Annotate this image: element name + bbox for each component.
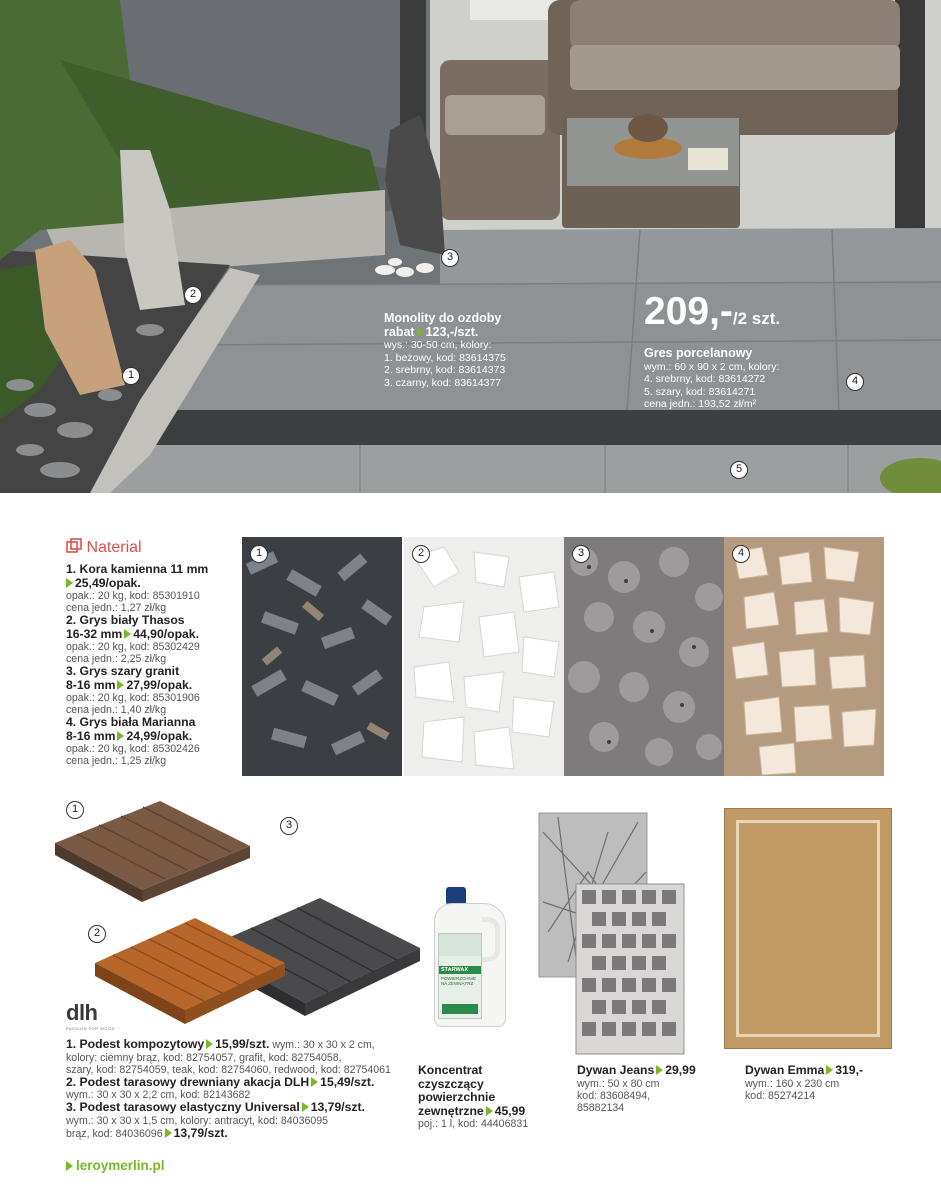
hero-marker-2: 2	[184, 286, 202, 304]
price-arrow-icon	[417, 327, 424, 337]
material-item-detail: opak.: 20 kg, kod: 85301910	[66, 590, 200, 602]
terrace-scene	[0, 0, 941, 493]
material-item-detail: cena jedn.: 1,40 zł/kg	[66, 704, 167, 716]
material-item-name: 3. Grys szary granit	[66, 664, 180, 678]
monolity-detail: 1. beżowy, kod: 83614375	[384, 351, 506, 364]
tile-marker-1: 1	[250, 545, 268, 563]
deck2-price: 15,49/szt.	[320, 1074, 375, 1089]
deck1-name: 1. Podest kompozytowy	[66, 1037, 205, 1051]
material-item-detail: opak.: 20 kg, kod: 85302429	[66, 641, 200, 653]
footer-url[interactable]: leroymerlin.pl	[76, 1158, 165, 1173]
stone-tile-marianna	[724, 537, 884, 776]
stone-tile-bark	[242, 537, 402, 776]
stone-texture	[724, 537, 884, 776]
rug-emma-border	[736, 820, 880, 1037]
gres-detail: 5. szary, kod: 83614271	[644, 385, 756, 398]
stone-texture	[564, 537, 724, 776]
price-arrow-icon	[165, 1128, 172, 1138]
cleaner-name: czyszczący	[418, 1076, 484, 1091]
material-item-detail: opak.: 20 kg, kod: 85301906	[66, 692, 200, 704]
stone-texture	[404, 537, 564, 776]
material-item-size: 8-16 mm	[66, 728, 116, 743]
hero-photo	[0, 0, 941, 493]
decking-offer	[66, 1038, 411, 1140]
material-item-price: 24,99/opak.	[126, 728, 193, 743]
price-arrow-icon	[206, 1039, 213, 1049]
rug-emma-offer	[745, 1064, 905, 1102]
hero-marker-1: 1	[122, 367, 140, 385]
deck3-detail: brąz, kod: 84036096	[66, 1127, 163, 1140]
rug-jeans-detail: kod: 83608494,	[577, 1089, 651, 1102]
cleaner-offer	[418, 1064, 558, 1130]
material-item-name: 4. Grys biała Marianna	[66, 715, 196, 729]
gres-price-unit: /2 szt.	[732, 309, 781, 328]
material-item-name: 1. Kora kamienna 11 mm	[66, 562, 209, 576]
deck1-price: 15,99/szt.	[215, 1037, 270, 1051]
material-item-size: 16-32 mm	[66, 626, 123, 641]
tile-marker-2: 2	[412, 545, 430, 563]
deck3-detail: wym.: 30 x 30 x 1,5 cm, kolory: antracyt, kod: 84036095	[66, 1114, 329, 1127]
cleaner-name: Koncentrat	[418, 1063, 483, 1077]
material-item-name: 2. Grys biały Thasos	[66, 613, 185, 627]
deck1-size: wym.: 30 x 30 x 2 cm,	[272, 1039, 375, 1051]
material-item-detail: cena jedn.: 1,27 zł/kg	[66, 602, 167, 614]
rug-emma-price: 319,-	[835, 1063, 864, 1077]
deck3-price: 13,79/szt.	[310, 1100, 365, 1114]
deck-marker-2: 2	[88, 925, 106, 943]
price-arrow-icon	[117, 680, 124, 690]
material-list	[66, 563, 241, 767]
footer-link[interactable]	[66, 1157, 165, 1175]
gres-detail: 4. srebrny, kod: 83614272	[644, 373, 766, 385]
bottle-handle	[482, 917, 500, 962]
price-arrow-icon	[66, 578, 73, 588]
link-arrow-icon	[66, 1161, 73, 1171]
deck2-detail: wym.: 30 x 30 x 2,2 cm, kod: 82143682	[66, 1089, 251, 1101]
gres-price: 209,-	[644, 290, 733, 333]
rug-emma-detail: kod: 85274214	[745, 1089, 816, 1102]
price-arrow-icon	[302, 1102, 309, 1112]
cleaner-price: 45,99	[494, 1103, 526, 1118]
rug-jeans-detail: wym.: 50 x 80 cm	[577, 1077, 660, 1090]
copy-icon	[66, 538, 82, 554]
monolity-offer	[384, 312, 614, 389]
bottle-label	[438, 933, 482, 1019]
gres-title: Gres porcelanowy	[644, 346, 753, 360]
deck3-price-2: 13,79/szt.	[173, 1125, 228, 1140]
deck-marker-1: 1	[66, 801, 84, 819]
section-heading	[66, 538, 142, 557]
hero-marker-3: 3	[441, 249, 459, 267]
monolity-detail: 2. srebrny, kod: 83614373	[384, 364, 506, 376]
monolity-detail: wys.: 30-50 cm, kolory:	[384, 339, 492, 351]
material-item-detail: cena jedn.: 2,25 zł/kg	[66, 653, 167, 665]
price-arrow-icon	[486, 1106, 493, 1116]
tile-marker-3: 3	[572, 545, 590, 563]
material-item-price: 25,49/opak.	[75, 575, 141, 590]
monolity-title-1: Monolity do ozdoby	[384, 311, 502, 325]
rug-jeans-offer	[577, 1064, 727, 1114]
rug-jeans-name: Dywan Jeans	[577, 1063, 655, 1077]
rug-jeans-price: 29,99	[665, 1063, 696, 1077]
cleaner-name: zewnętrzne	[418, 1103, 484, 1118]
section-title: Naterial	[86, 539, 142, 556]
stone-tile-thasos	[404, 537, 564, 776]
monolity-title-2: rabat	[384, 324, 415, 339]
cleaner-name: powierzchnie	[418, 1090, 496, 1104]
rug-emma-detail: wym.: 160 x 230 cm	[745, 1077, 840, 1090]
hero-marker-5: 5	[730, 461, 748, 479]
monolity-detail: 3. czarny, kod: 83614377	[384, 376, 502, 389]
rug-jeans-detail: 85882134	[577, 1101, 625, 1114]
deck-marker-3: 3	[280, 817, 298, 835]
stone-texture	[242, 537, 402, 776]
bottle-label-text: POWIERZCHNIE NA ZEWNĄTRZ	[441, 976, 477, 986]
tile-marker-4: 4	[732, 545, 750, 563]
stone-tile-granite	[564, 537, 724, 776]
price-arrow-icon	[117, 731, 124, 741]
deck1-detail: kolory: ciemny brąz, kod: 82754057, grafit, kod: 82754058,	[66, 1051, 342, 1064]
gres-detail: wym.: 60 x 90 x 2 cm, kolory:	[644, 360, 780, 373]
monolity-price: 123,-/szt.	[425, 324, 479, 339]
dlh-logo	[66, 1000, 115, 1031]
material-item-price: 27,99/opak.	[126, 677, 193, 692]
dlh-logo-text: dlh	[66, 1000, 98, 1025]
composite-deck-tile	[55, 801, 250, 902]
deck1-detail: szary, kod: 82754059, teak, kod: 82754060, redwood, kod: 82754061	[66, 1063, 391, 1076]
rug-emma-image	[724, 808, 892, 1049]
hero-marker-4: 4	[846, 373, 864, 391]
material-item-size: 8-16 mm	[66, 677, 116, 692]
gres-offer	[644, 292, 874, 411]
cleaner-detail: poj.: 1 l, kod: 44406831	[418, 1118, 529, 1130]
material-item-detail: opak.: 20 kg, kod: 85302426	[66, 743, 200, 755]
price-arrow-icon	[656, 1065, 663, 1075]
material-item-price: 44,90/opak.	[133, 626, 199, 641]
bottle-brand: STARWAX	[439, 966, 481, 974]
deck-tiles-illustration	[50, 798, 420, 1033]
material-item-detail: cena jedn.: 1,25 zł/kg	[66, 755, 167, 767]
deck2-name: 2. Podest tarasowy drewniany akacja DLH	[66, 1074, 310, 1089]
dlh-logo-tagline: PASSION FOR WOOD	[66, 1026, 116, 1031]
price-arrow-icon	[124, 629, 131, 639]
price-arrow-icon	[311, 1077, 318, 1087]
cleaner-bottle	[430, 887, 510, 1027]
deck3-name: 3. Podest tarasowy elastyczny Universal	[66, 1100, 300, 1114]
gres-detail: cena jedn.: 193,52 zł/m²	[644, 398, 757, 410]
price-arrow-icon	[826, 1065, 833, 1075]
rug-emma-name: Dywan Emma	[745, 1063, 825, 1077]
rug-jeans-image	[538, 812, 688, 1058]
